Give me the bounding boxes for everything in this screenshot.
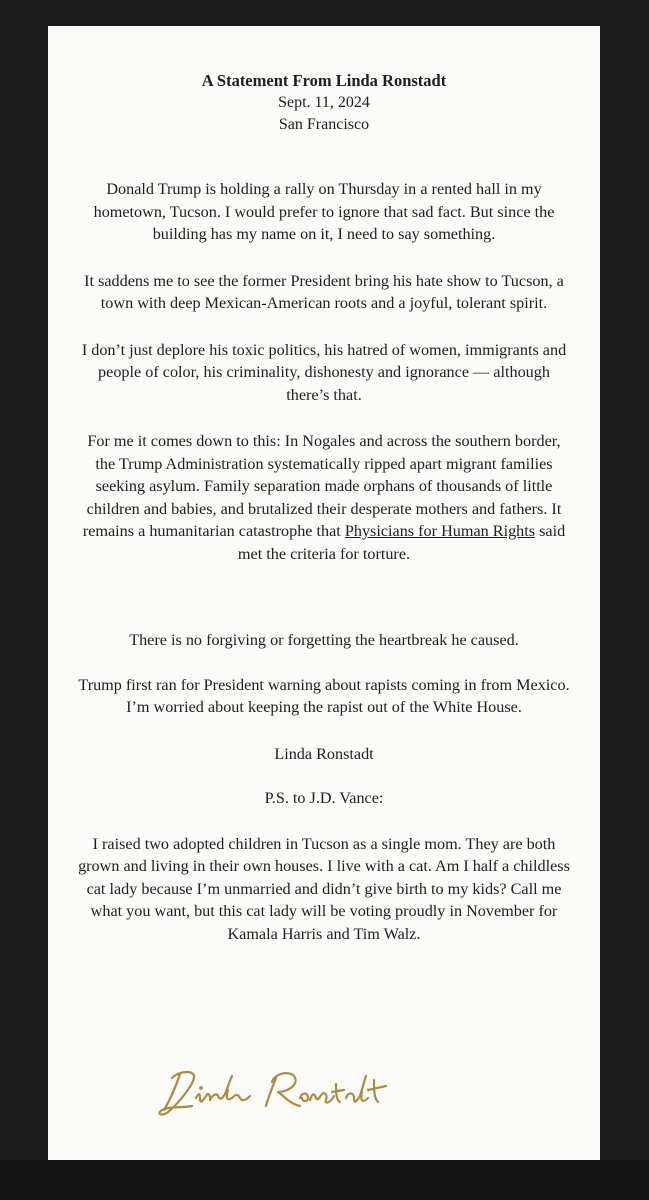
physicians-for-human-rights-link[interactable]: Physicians for Human Rights xyxy=(344,522,536,540)
paragraph-family-separation xyxy=(78,430,570,565)
ps-heading: P.S. to J.D. Vance: xyxy=(264,788,384,807)
top-bar xyxy=(0,0,649,26)
statement-header xyxy=(78,70,570,136)
paragraph-rapists: Trump first ran for President warning about rapists coming in from Mexico. I’m worried about keeping the rapist out of the White House. xyxy=(78,675,570,716)
family-separation-text-end: said met the criteria for torture. xyxy=(237,522,566,563)
statement-document xyxy=(48,26,600,1160)
statement-location: San Francisco xyxy=(278,116,370,133)
paragraph-rally: Donald Trump is holding a rally on Thursday in a rented hall in my hometown, Tucson. I would prefer to ignore that sad fact. But since the building has my name on it, I need to say something. xyxy=(93,180,555,243)
paragraph-forgiving: There is no forgiving or forgetting the heartbreak he caused. xyxy=(129,631,519,649)
signoff-name: Linda Ronstadt xyxy=(274,744,374,763)
statement-date: Sept. 11, 2024 xyxy=(278,94,370,111)
family-separation-text: For me it comes down to this: In Nogales and across the southern border, the Trump Administration systematically ripped apart migrant families seeking asylum. Family separation made orphans of thousands of little children and babies, and brutalized their desperate mothers and fathers. It remains a humanitarian catastrophe that xyxy=(82,432,562,540)
paragraph-politics: I don’t just deplore his toxic politics, his hatred of women, immigrants and people of color, his criminality, dishonesty and ignorance — although there’s that. xyxy=(81,340,567,404)
bottom-bar xyxy=(0,1160,649,1200)
statement-title: A Statement From Linda Ronstadt xyxy=(201,71,447,90)
handwritten-signature xyxy=(150,1062,400,1122)
paragraph-hate-show: It saddens me to see the former President bring his hate show to Tucson, a town with deep Mexican-American roots and a joyful, tolerant spirit. xyxy=(84,271,564,312)
paragraph-ps-body: I raised two adopted children in Tucson as a single mom. They are both grown and living in their own houses. I live with a cat. Am I half a childless cat lady because I’m unmarried and didn’t give birth to my kids? Call me what you want, but this cat lady will be voting proudly in November for Kamala Harris and Tim Walz. xyxy=(78,834,570,943)
